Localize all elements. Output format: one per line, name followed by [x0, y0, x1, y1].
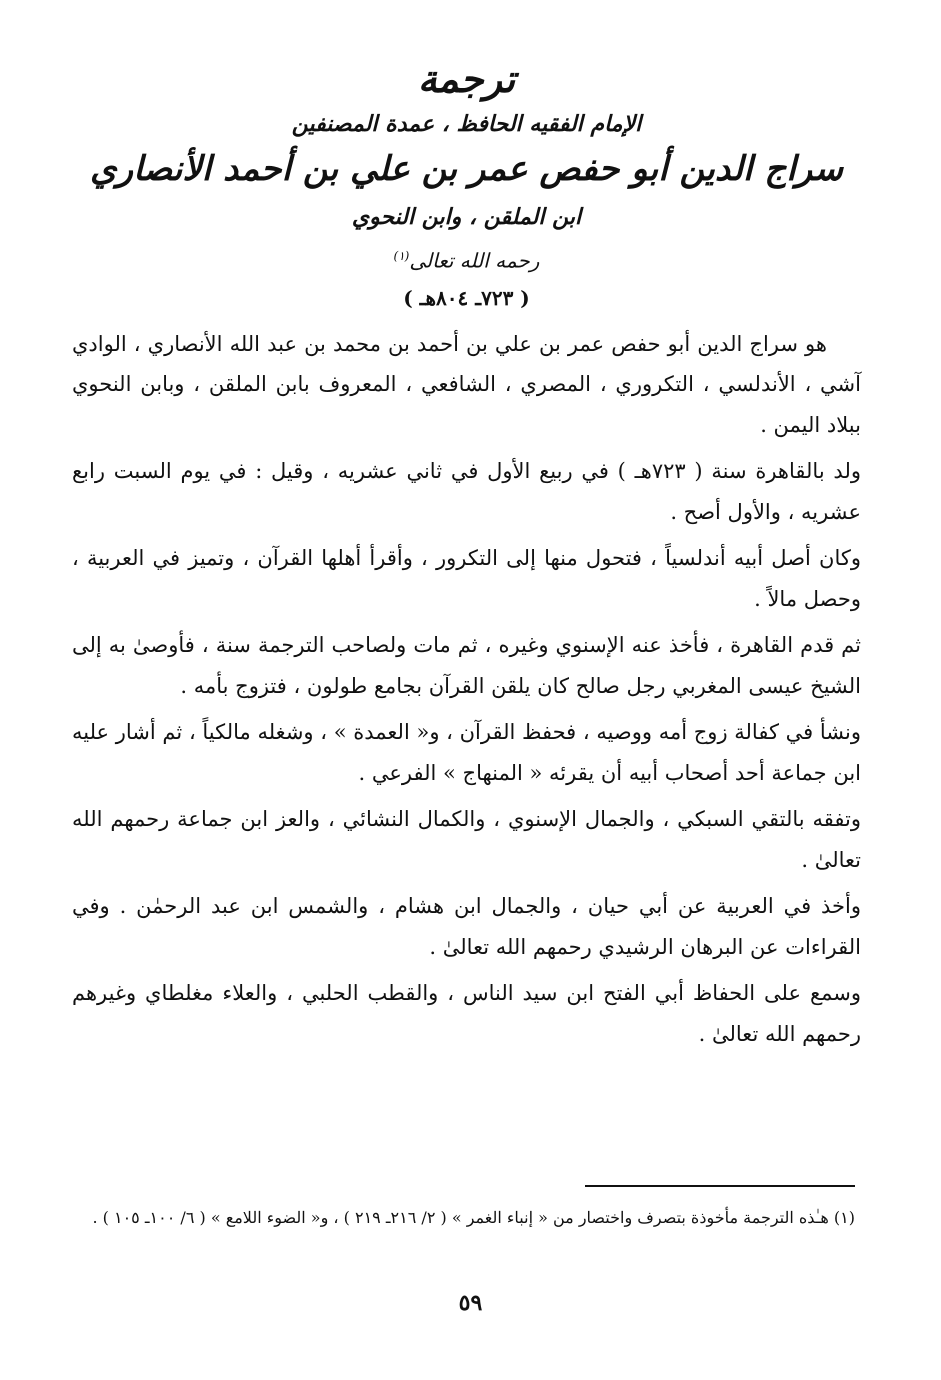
biography-header — [72, 55, 861, 316]
paragraph-upbringing: ونشأ في كفالة زوج أمه ووصيه ، فحفظ القرآن ، و« العمدة » ، وشغله مالكياً ، ثم أشار عليه ابن جماعة أحد أصحاب أبيه أن يقرئه « المنهاج » الفرعي . — [72, 720, 861, 785]
paragraph-fiqh-teachers: وتفقه بالتقي السبكي ، والجمال الإسنوي ، والكمال النشائي ، والعز ابن جماعة رحمهم الله تعالىٰ . — [72, 807, 861, 872]
footnote-text: هـٰذه الترجمة مأخوذة بتصرف واختصار من « إنباء الغمر » ( ٢/ ٢١٦ـ ٢١٩ ) ، و« الضوء اللامع » ( ٦/ ١٠٠ـ ١٠٥ ) . — [92, 1208, 829, 1227]
footnote-divider — [585, 1185, 855, 1187]
paragraph-hadith-teachers: وسمع على الحفاظ أبي الفتح ابن سيد الناس ، والقطب الحلبي ، والعلاء مغلطاي وغيرهم رحمهم الله تعالىٰ . — [72, 981, 861, 1046]
page-number: ٥٩ — [458, 1290, 483, 1316]
header-title: ترجمة — [417, 56, 516, 101]
paragraph-father-cairo: ثم قدم القاهرة ، فأخذ عنه الإسنوي وغيره ، ثم مات ولصاحب الترجمة سنة ، فأوصىٰ به إلى الشيخ عيسى المغربي رجل صالح كان يلقن القرآن بجامع طولون ، فتزوج بأمه . — [72, 633, 861, 698]
paragraph-father-origin: وكان أصل أبيه أندلسياً ، فتحول منها إلى التكرور ، وأقرأ أهلها القرآن ، وتميز في العربية ، وحصل مالاً . — [72, 546, 861, 611]
paragraph-lineage: هو سراج الدين أبو حفص عمر بن علي بن أحمد بن محمد بن عبد الله الأنصاري ، الوادي آشي ، الأندلسي ، التكروري ، المصري ، الشافعي ، المعروف بابن الملقن ، وبابن النحوي ببلاد اليمن . — [72, 331, 861, 437]
blessing-text: رحمه الله تعالى — [409, 248, 540, 273]
header-dates: ( ٧٢٣ـ ٨٠٤هـ ) — [403, 285, 530, 310]
header-line-epithets: الإمام الفقيه الحافظ ، عمدة المصنفين — [291, 111, 642, 137]
footnote-marker: (١) — [833, 1208, 855, 1227]
header-line-blessing — [72, 237, 861, 280]
header-line-name: سراج الدين أبو حفص عمر بن علي بن أحمد الأنصاري — [90, 149, 843, 189]
header-line-nicknames: ابن الملقن ، وابن النحوي — [351, 204, 582, 230]
biography-body — [72, 324, 861, 1055]
footnote-reference: (١) — [393, 249, 410, 263]
footnote-section — [72, 1203, 855, 1233]
paragraph-birth: ولد بالقاهرة سنة ( ٧٢٣هـ ) في ربيع الأول في ثاني عشريه ، وقيل : في يوم السبت رابع عشريه ، والأول أصح . — [72, 459, 861, 524]
paragraph-arabic-teachers: وأخذ في العربية عن أبي حيان ، والجمال ابن هشام ، والشمس ابن عبد الرحمٰن . وفي القراءات عن البرهان الرشيدي رحمهم الله تعالىٰ . — [72, 894, 861, 959]
